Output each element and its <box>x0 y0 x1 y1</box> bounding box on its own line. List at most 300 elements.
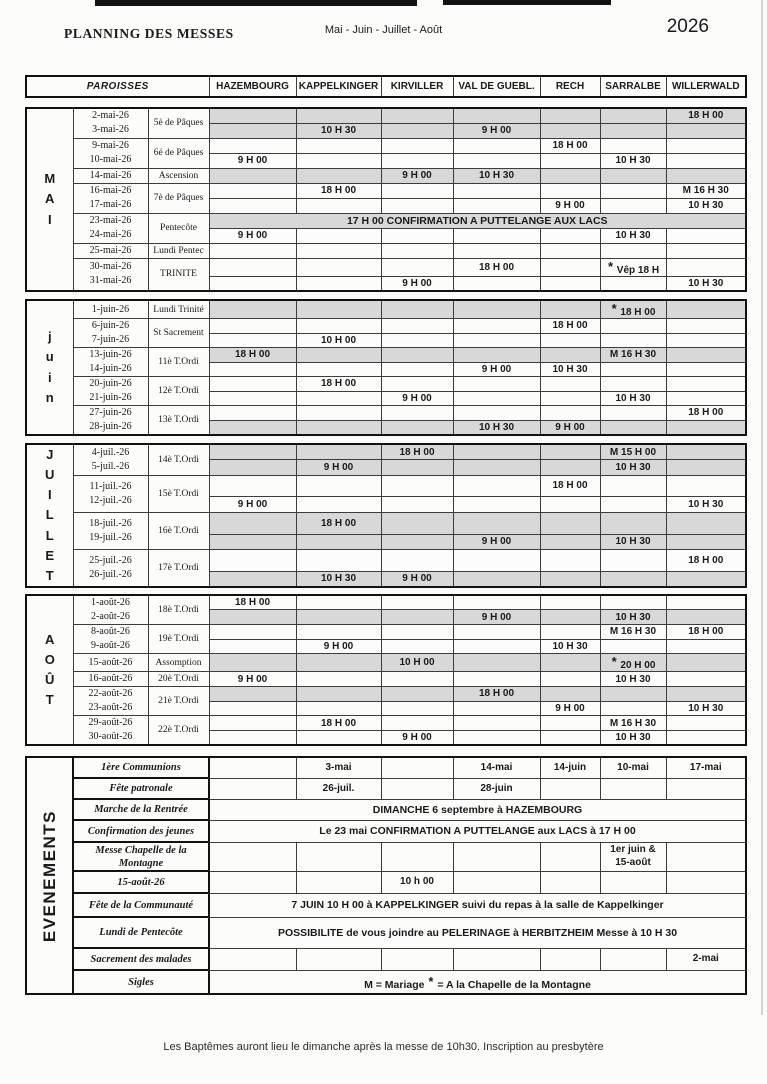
mass-time-cell: 10 H 30 <box>296 571 381 587</box>
mass-time-cell <box>540 654 600 672</box>
date-cell: 18-juil.-26 19-juil.-26 <box>73 512 148 549</box>
mass-time-cell <box>600 123 666 138</box>
date-cell: 8-août-26 9-août-26 <box>73 624 148 653</box>
mass-time-cell <box>381 672 453 687</box>
mass-time-cell <box>600 377 666 392</box>
mass-time-cell <box>600 362 666 377</box>
event-label: Lundi de Pentecôte <box>73 917 209 948</box>
mass-time-cell <box>540 108 600 123</box>
mass-time-cell <box>666 571 746 587</box>
mass-time-cell <box>209 571 296 587</box>
mass-time-cell <box>453 595 540 610</box>
mass-time-cell: 10 H 30 <box>600 153 666 168</box>
event-span-cell: Le 23 mai CONFIRMATION A PUTTELANGE aux LACS à 17 H 00 <box>209 820 746 842</box>
mass-time-cell <box>381 123 453 138</box>
mass-time-cell: 10 H 30 <box>666 701 746 716</box>
mass-time-cell: 10 H 30 <box>600 610 666 625</box>
mass-time-cell <box>540 168 600 183</box>
parish-header-hazembourg: HAZEMBOURG <box>209 76 296 97</box>
mass-time-cell <box>453 391 540 406</box>
mass-time-cell <box>209 701 296 716</box>
event-value-cell <box>540 842 600 871</box>
mass-time-cell <box>453 228 540 243</box>
mass-time-cell <box>600 243 666 258</box>
mass-time-cell <box>666 512 746 534</box>
mass-time-cell <box>209 377 296 392</box>
event-value-cell: 14-juin <box>540 757 600 778</box>
mass-time-cell <box>209 534 296 550</box>
mass-time-cell <box>453 654 540 672</box>
mass-time-cell <box>540 300 600 319</box>
date-cell: 27-juin-26 28-juin-26 <box>73 406 148 436</box>
mass-time-cell: 10 H 30 <box>600 228 666 243</box>
event-value-cell <box>381 778 453 799</box>
mass-time-cell <box>209 420 296 435</box>
mass-time-cell <box>453 475 540 497</box>
event-value-cell <box>296 948 381 970</box>
mass-time-cell: 18 H 00 <box>666 406 746 421</box>
mass-time-cell <box>296 362 381 377</box>
mass-time-cell <box>666 138 746 153</box>
event-value-cell <box>666 842 746 871</box>
date-cell: 2-mai-26 3-mai-26 <box>73 108 148 138</box>
mass-time-cell <box>453 639 540 654</box>
mass-time-cell <box>209 406 296 421</box>
schedule-row <box>26 672 746 687</box>
event-value-cell <box>209 871 296 893</box>
date-cell: 30-mai-26 31-mai-26 <box>73 258 148 291</box>
mass-time-cell <box>381 716 453 731</box>
month-label-juillet <box>26 444 73 587</box>
event-value-cell <box>209 757 296 778</box>
mass-time-cell <box>209 123 296 138</box>
event-row <box>26 820 746 842</box>
event-value-cell <box>296 871 381 893</box>
mass-time-cell <box>453 348 540 363</box>
event-row <box>26 871 746 893</box>
mass-time-cell <box>666 123 746 138</box>
mass-time-cell: M 16 H 30 <box>600 348 666 363</box>
month-label-juin <box>26 300 73 435</box>
mass-time-cell: M 16 H 30 <box>600 716 666 731</box>
mass-time-cell <box>453 333 540 348</box>
event-value-cell <box>381 757 453 778</box>
mass-time-cell <box>453 319 540 334</box>
date-cell: 1-août-26 2-août-26 <box>73 595 148 625</box>
date-cell: 1-juin-26 <box>73 300 148 319</box>
mass-time-cell <box>381 362 453 377</box>
mass-time-cell <box>209 731 296 746</box>
date-cell: 9-mai-26 10-mai-26 <box>73 138 148 168</box>
month-letter: O <box>44 652 55 668</box>
mass-time-cell <box>296 701 381 716</box>
month-table-mai <box>25 107 747 292</box>
mass-time-cell <box>296 444 381 460</box>
scan-artifact-bar <box>443 0 611 5</box>
month-letter: j <box>47 329 52 345</box>
schedule-row <box>26 377 746 392</box>
mass-time-cell <box>666 258 746 276</box>
mass-time-cell <box>296 610 381 625</box>
mass-time-cell <box>209 300 296 319</box>
mass-time-cell: 9 H 00 <box>540 420 600 435</box>
event-label: Confirmation des jeunes <box>73 820 209 842</box>
mass-time-cell: 9 H 00 <box>209 672 296 687</box>
mass-time-cell: 18 H 00 <box>209 595 296 610</box>
mass-time-cell <box>209 624 296 639</box>
mass-time-cell <box>540 348 600 363</box>
schedule-row <box>26 512 746 534</box>
mass-time-cell: 9 H 00 <box>209 497 296 513</box>
date-cell: 22-août-26 23-août-26 <box>73 687 148 716</box>
mass-time-cell <box>209 258 296 276</box>
feast-cell: Ascension <box>148 168 209 183</box>
mass-time-cell <box>209 168 296 183</box>
mass-time-cell: 9 H 00 <box>453 534 540 550</box>
mass-time-cell: 18 H 00 <box>453 687 540 702</box>
event-value-cell: 10 h 00 <box>381 871 453 893</box>
mass-time-cell <box>381 687 453 702</box>
mass-time-cell: M 16 H 30 <box>666 183 746 198</box>
event-span-cell: 7 JUIN 10 H 00 à KAPPELKINGER suivi du repas à la salle de Kappelkinger <box>209 893 746 917</box>
mass-time-cell <box>381 153 453 168</box>
mass-time-cell: * Vêp 18 H <box>600 258 666 276</box>
event-value-cell <box>540 948 600 970</box>
planning-tables <box>0 75 767 995</box>
month-letter: E <box>45 547 55 563</box>
schedule-row <box>26 406 746 421</box>
mass-time-cell: 18 H 00 <box>296 716 381 731</box>
mass-time-cell: 9 H 00 <box>453 610 540 625</box>
mass-time-cell <box>666 319 746 334</box>
mass-time-cell: 18 H 00 <box>296 512 381 534</box>
mass-time-cell: * 18 H 00 <box>600 300 666 319</box>
mass-time-cell <box>600 512 666 534</box>
mass-time-cell <box>296 108 381 123</box>
month-letter: L <box>45 507 54 523</box>
month-label-aout <box>26 595 73 745</box>
month-table-juillet <box>25 443 747 588</box>
month-label-mai <box>26 108 73 291</box>
mass-time-cell <box>381 701 453 716</box>
mass-time-cell <box>540 377 600 392</box>
mass-time-cell <box>453 406 540 421</box>
event-value-cell: 14-mai <box>453 757 540 778</box>
mass-time-cell <box>600 168 666 183</box>
mass-time-cell <box>600 687 666 702</box>
chapel-asterisk: * <box>611 301 617 316</box>
mass-time-cell <box>453 300 540 319</box>
mass-time-cell <box>296 624 381 639</box>
event-label: Messe Chapelle de la Montagne <box>73 842 209 871</box>
feast-cell: 19è T.Ordi <box>148 624 209 653</box>
mass-time-cell <box>209 550 296 572</box>
mass-time-cell <box>600 420 666 435</box>
mass-time-cell <box>453 571 540 587</box>
mass-time-cell <box>381 475 453 497</box>
mass-time-cell <box>381 198 453 213</box>
mass-time-cell <box>540 595 600 610</box>
month-letter: T <box>45 692 54 708</box>
date-cell: 15-août-26 <box>73 654 148 672</box>
mass-time-cell <box>540 228 600 243</box>
event-value-cell <box>453 842 540 871</box>
mass-time-cell <box>540 460 600 476</box>
month-letter: U <box>45 467 55 483</box>
event-span-cell: POSSIBILITE de vous joindre au PELERINAGE à HERBITZHEIM Messe à 10 H 30 <box>209 917 746 948</box>
mass-time-cell <box>540 716 600 731</box>
mass-time-cell <box>209 198 296 213</box>
event-value-cell <box>666 778 746 799</box>
mass-time-cell <box>666 731 746 746</box>
event-row <box>26 948 746 970</box>
mass-time-cell: 10 H 30 <box>453 420 540 435</box>
mass-time-cell <box>666 639 746 654</box>
paroisses-header-table <box>25 75 747 98</box>
mass-time-cell <box>540 534 600 550</box>
mass-time-cell: 18 H 00 <box>453 258 540 276</box>
mass-time-cell <box>209 138 296 153</box>
mass-time-cell <box>600 333 666 348</box>
mass-time-cell <box>209 444 296 460</box>
mass-time-cell <box>540 512 600 534</box>
mass-time-cell <box>296 198 381 213</box>
mass-time-cell <box>453 377 540 392</box>
mass-time-cell <box>209 654 296 672</box>
mass-time-cell: 18 H 00 <box>540 475 600 497</box>
mass-time-cell <box>600 701 666 716</box>
mass-time-cell <box>453 153 540 168</box>
date-cell: 13-juin-26 14-juin-26 <box>73 348 148 377</box>
schedule-row <box>26 108 746 123</box>
mass-time-cell <box>666 243 746 258</box>
parish-header-kappelkinger: KAPPELKINGER <box>296 76 381 97</box>
date-cell: 29-août-26 30-août-26 <box>73 716 148 746</box>
mass-time-cell <box>296 228 381 243</box>
schedule-row <box>26 168 746 183</box>
mass-time-cell <box>540 123 600 138</box>
event-value-cell <box>453 871 540 893</box>
page-subtitle: Mai - Juin - Juillet - Août <box>324 24 443 36</box>
mass-time-cell: 18 H 00 <box>209 348 296 363</box>
mass-time-cell <box>381 333 453 348</box>
event-label: Fête de la Communauté <box>73 893 209 917</box>
chapel-asterisk: * <box>428 973 434 989</box>
mass-time-cell: 9 H 00 <box>540 198 600 213</box>
event-value-cell <box>381 948 453 970</box>
mass-time-cell <box>453 138 540 153</box>
event-row <box>26 757 746 778</box>
schedule-row <box>26 213 746 228</box>
feast-cell: 14è T.Ordi <box>148 444 209 475</box>
event-value-cell: 26-juil. <box>296 778 381 799</box>
mass-time-cell <box>600 406 666 421</box>
mass-time-cell <box>381 512 453 534</box>
event-label: Sigles <box>73 970 209 994</box>
confirmation-span-cell: 17 H 00 CONFIRMATION A PUTTELANGE AUX LACS <box>209 213 746 228</box>
mass-time-cell <box>209 319 296 334</box>
event-value-cell <box>209 842 296 871</box>
event-value-cell: 28-juin <box>453 778 540 799</box>
schedule-row <box>26 624 746 639</box>
mass-time-cell <box>296 153 381 168</box>
mass-time-cell: 9 H 00 <box>296 460 381 476</box>
feast-cell: St Sacrement <box>148 319 209 348</box>
mass-time-cell <box>600 183 666 198</box>
mass-time-cell: 10 H 30 <box>540 362 600 377</box>
event-row <box>26 842 746 871</box>
event-label: 1ère Communions <box>73 757 209 778</box>
mass-time-cell <box>453 460 540 476</box>
feast-cell: 13è T.Ordi <box>148 406 209 436</box>
mass-time-cell <box>209 460 296 476</box>
mass-time-cell <box>381 497 453 513</box>
mass-time-cell <box>381 534 453 550</box>
mass-time-cell <box>666 420 746 435</box>
mass-time-cell <box>453 672 540 687</box>
schedule-row <box>26 243 746 258</box>
mass-time-cell <box>209 639 296 654</box>
mass-time-cell <box>666 460 746 476</box>
schedule-row <box>26 300 746 319</box>
events-side-label-text: EVENEMENTS <box>39 809 59 942</box>
mass-time-cell: * 20 H 00 <box>600 654 666 672</box>
mass-time-cell <box>296 687 381 702</box>
mass-time-cell: 18 H 00 <box>296 183 381 198</box>
mass-time-cell <box>296 550 381 572</box>
feast-cell: 17è T.Ordi <box>148 550 209 587</box>
mass-time-cell <box>381 183 453 198</box>
event-value-cell: 17-mai <box>666 757 746 778</box>
date-cell: 25-juil.-26 26-juil.-26 <box>73 550 148 587</box>
mass-time-cell: 10 H 00 <box>296 333 381 348</box>
mass-time-cell: 10 H 30 <box>600 534 666 550</box>
mass-time-cell <box>540 258 600 276</box>
mass-time-cell <box>209 333 296 348</box>
month-table-juin <box>25 299 747 436</box>
mass-time-cell: M 16 H 30 <box>600 624 666 639</box>
mass-time-cell <box>540 610 600 625</box>
mass-time-cell <box>540 731 600 746</box>
mass-time-cell <box>453 512 540 534</box>
date-cell: 14-mai-26 <box>73 168 148 183</box>
event-row <box>26 778 746 799</box>
event-value-cell <box>381 842 453 871</box>
mass-time-cell <box>296 654 381 672</box>
event-value-cell <box>209 778 296 799</box>
date-cell: 16-août-26 <box>73 672 148 687</box>
mass-time-cell <box>600 475 666 497</box>
mass-time-cell: 10 H 30 <box>296 123 381 138</box>
feast-cell: 5è de Pâques <box>148 108 209 138</box>
mass-time-cell <box>381 348 453 363</box>
mass-time-cell: 9 H 00 <box>209 228 296 243</box>
mass-time-cell <box>209 183 296 198</box>
event-row <box>26 893 746 917</box>
mass-time-cell: 10 H 30 <box>666 276 746 291</box>
event-value-cell <box>600 871 666 893</box>
month-letter: n <box>45 389 54 405</box>
feast-cell: 20è T.Ordi <box>148 672 209 687</box>
mass-time-cell <box>666 534 746 550</box>
schedule-row <box>26 138 746 153</box>
mass-time-cell: 18 H 00 <box>666 624 746 639</box>
parish-header-willerwald: WILLERWALD <box>666 76 746 97</box>
chapel-asterisk: * <box>607 258 614 274</box>
schedule-row <box>26 654 746 672</box>
mass-time-cell <box>209 362 296 377</box>
mass-time-cell <box>296 300 381 319</box>
feast-cell: 12è T.Ordi <box>148 377 209 406</box>
event-value-cell <box>600 948 666 970</box>
mass-time-cell <box>209 687 296 702</box>
mass-time-cell <box>540 497 600 513</box>
schedule-row <box>26 258 746 276</box>
month-letter: u <box>45 349 54 365</box>
mass-time-cell <box>540 243 600 258</box>
schedule-row <box>26 716 746 731</box>
mass-time-cell <box>540 550 600 572</box>
mass-time-cell <box>600 571 666 587</box>
mass-time-cell <box>600 198 666 213</box>
mass-time-cell <box>296 595 381 610</box>
mass-time-cell <box>296 138 381 153</box>
mass-time-cell: 9 H 00 <box>209 153 296 168</box>
mass-time-cell: 18 H 00 <box>666 550 746 572</box>
date-cell: 20-juin-26 21-juin-26 <box>73 377 148 406</box>
date-cell: 23-mai-26 24-mai-26 <box>73 213 148 243</box>
mass-time-cell <box>666 153 746 168</box>
mass-time-cell: 9 H 00 <box>381 731 453 746</box>
event-label: Marche de la Rentrée <box>73 799 209 820</box>
event-row <box>26 970 746 994</box>
mass-time-cell <box>209 108 296 123</box>
date-cell: 16-mai-26 17-mai-26 <box>73 183 148 213</box>
month-letter: T <box>45 567 54 583</box>
feast-cell: 21è T.Ordi <box>148 687 209 716</box>
mass-time-cell <box>209 391 296 406</box>
mass-time-cell <box>666 333 746 348</box>
month-letter: L <box>45 527 54 543</box>
mass-time-cell <box>209 276 296 291</box>
mass-time-cell <box>381 639 453 654</box>
mass-time-cell <box>600 595 666 610</box>
mass-time-cell <box>600 108 666 123</box>
date-cell: 4-juil.-26 5-juil.-26 <box>73 444 148 475</box>
mass-time-cell <box>453 198 540 213</box>
schedule-row <box>26 687 746 702</box>
event-value-cell: 1er juin & 15-août <box>600 842 666 871</box>
mass-time-cell <box>296 319 381 334</box>
mass-time-cell <box>296 534 381 550</box>
mass-time-cell <box>209 475 296 497</box>
mass-time-cell <box>666 444 746 460</box>
feast-cell: Lundi Trinité <box>148 300 209 319</box>
event-value-cell <box>600 778 666 799</box>
events-side-label <box>26 757 73 994</box>
mass-time-cell <box>540 183 600 198</box>
mass-time-cell: 10 H 30 <box>600 460 666 476</box>
mass-time-cell <box>453 276 540 291</box>
mass-time-cell <box>600 319 666 334</box>
mass-time-cell <box>381 108 453 123</box>
mass-time-cell <box>453 550 540 572</box>
mass-time-cell: 9 H 00 <box>381 276 453 291</box>
mass-time-cell <box>453 731 540 746</box>
mass-time-cell: 10 H 30 <box>540 639 600 654</box>
mass-time-cell <box>381 624 453 639</box>
mass-time-cell <box>666 300 746 319</box>
